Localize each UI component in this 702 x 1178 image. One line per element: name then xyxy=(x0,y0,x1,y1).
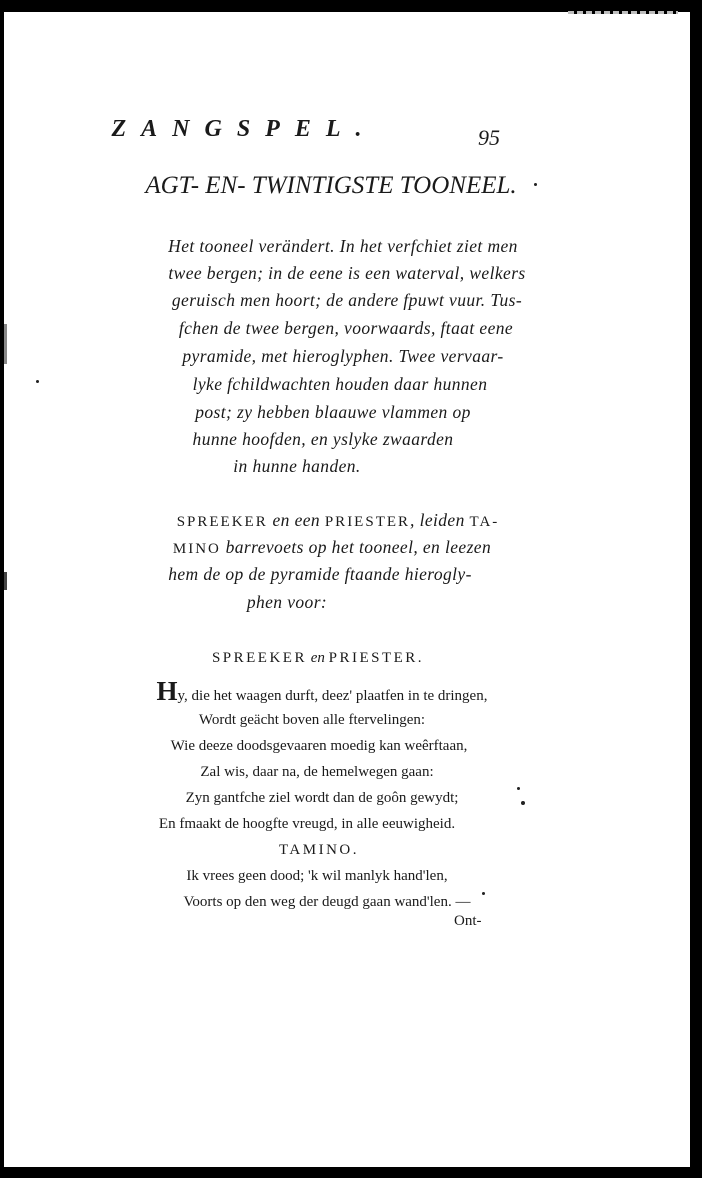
speaker-name: SPREEKER xyxy=(176,514,268,530)
verse-line: Ik vrees geen dood; 'k wil manlyk hand'len, xyxy=(186,868,448,884)
verse-line: Zyn gantfche ziel wordt dan de goôn gewydt; xyxy=(185,790,459,806)
verse-line: Wordt geächt boven alle ftervelingen: xyxy=(198,712,426,728)
stage-direction-line: fchen de twee bergen, voorwaards, ftaat eene xyxy=(178,318,514,338)
verse-line xyxy=(4,676,640,707)
paper-speck xyxy=(482,892,485,895)
running-title: ZANGSPEL. xyxy=(111,116,377,142)
book-page xyxy=(4,12,690,1167)
scan-artifact xyxy=(568,11,678,14)
paper-speck xyxy=(534,183,537,186)
speaker-heading xyxy=(4,650,632,667)
stage-direction-line: geruisch men hoort; de andere fpuwt vuur. Tus- xyxy=(171,290,523,310)
verse-line: Zal wis, daar na, de hemelwegen gaan: xyxy=(200,764,434,780)
verse-line: Wie deeze doodsgevaaren moedig kan weêrftaan, xyxy=(170,738,468,754)
paper-speck xyxy=(36,380,39,383)
stage-direction-line: hunne hoofden, en yslyke zwaarden xyxy=(192,429,454,449)
stage-direction-2-line: hem de op de pyramide ftaande hierogly- xyxy=(168,564,472,584)
speaker-connector: en xyxy=(306,650,329,666)
page-number: 95 xyxy=(478,125,500,150)
paper-speck xyxy=(517,787,520,790)
stage-text: en een xyxy=(267,510,325,530)
stage-direction-2-line xyxy=(4,510,672,531)
verse-line: En fmaakt de hoogfte vreugd, in alle eeuwigheid. xyxy=(158,816,456,832)
catchword: Ont- xyxy=(454,913,482,929)
stage-direction-line: Het tooneel verändert. In het verfchiet ziet men xyxy=(168,236,518,256)
speaker-name: SPREEKER xyxy=(211,650,307,666)
speaker-name: MINO xyxy=(172,541,221,557)
stage-direction-line: post; zy hebben blaauwe vlammen op xyxy=(195,402,471,422)
stage-direction-line: pyramide, met hieroglyphen. Twee vervaar- xyxy=(182,346,504,366)
speaker-heading: TAMINO. xyxy=(278,842,360,858)
verse-line: Voorts op den weg der deugd gaan wand'len. — xyxy=(183,894,471,910)
paper-speck xyxy=(521,801,525,805)
speaker-name: PRIESTER xyxy=(324,514,411,530)
drop-cap: H xyxy=(156,676,178,706)
scan-edge xyxy=(690,0,702,1178)
margin-mark xyxy=(4,572,7,590)
stage-direction-2-line xyxy=(4,537,660,558)
speaker-name: TA- xyxy=(469,514,500,530)
stage-direction-2-line: phen voor: xyxy=(246,592,328,612)
stage-direction-line: in hunne handen. xyxy=(233,456,361,476)
verse-text: y, die het waagen durft, deez' plaatfen in te dringen, xyxy=(177,688,488,704)
stage-direction-line: twee bergen; in de eene is een waterval, welkers xyxy=(168,263,526,283)
speaker-name: PRIESTER. xyxy=(328,650,425,666)
stage-text: , leiden xyxy=(410,510,470,530)
margin-mark xyxy=(4,324,7,364)
scene-title: AGT- EN- TWINTIGSTE TOONEEL. xyxy=(145,172,517,199)
stage-direction-line: lyke fchildwachten houden daar hunnen xyxy=(192,374,488,394)
stage-text: barrevoets op het tooneel, en leezen xyxy=(220,537,492,557)
